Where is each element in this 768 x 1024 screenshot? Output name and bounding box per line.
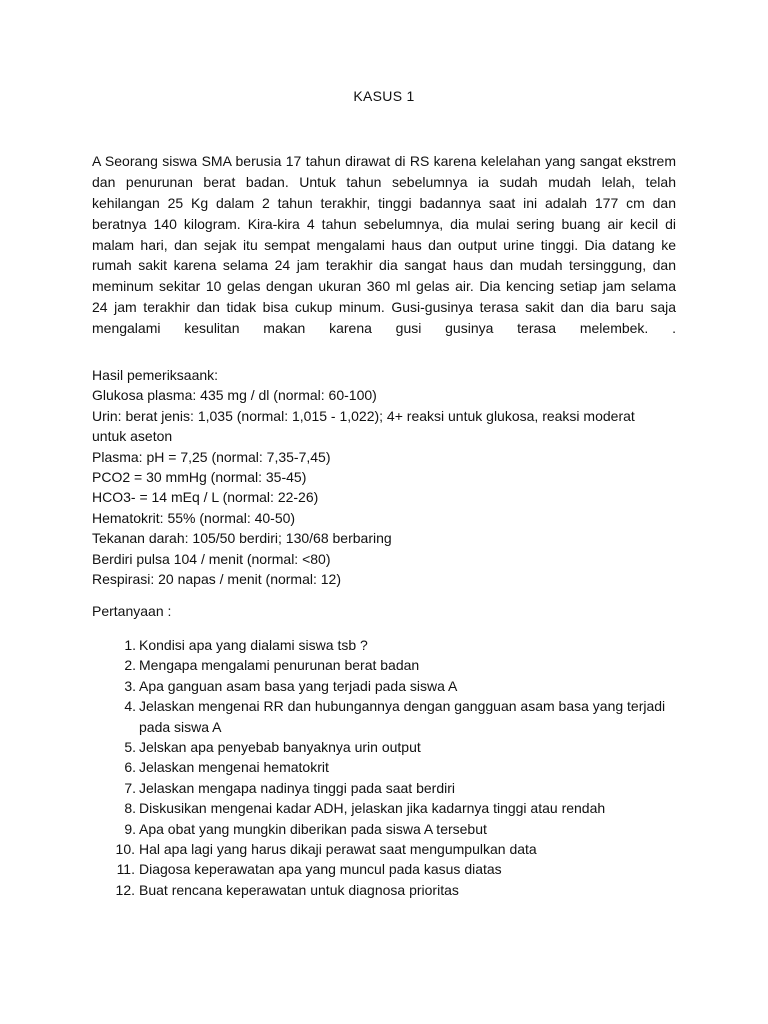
question-number: 10.: [115, 841, 135, 858]
paragraph-line: dan penurunan berat badan. Untuk tahun sebelumnya ia sudah mudah lelah, telah: [92, 173, 676, 190]
question-text: Jelaskan mengenai RR dan hubungannya dengan gangguan asam basa yang terjadi: [139, 698, 666, 715]
paragraph-line: kehilangan 25 Kg dalam 2 tahun terakhir, tinggi badannya saat ini adalah 177 cm dan: [92, 194, 676, 211]
question-item: [110, 880, 676, 900]
question-text: Apa obat yang mungkin diberikan pada siswa A tersebut: [139, 820, 487, 837]
question-item: [110, 757, 676, 777]
question-text: Diskusikan mengenai kadar ADH, jelaskan jika kadarnya tinggi atau rendah: [139, 800, 606, 817]
question-text: Hal apa lagi yang harus dikaji perawat saat mengumpulkan data: [139, 841, 537, 858]
question-number: 5.: [124, 739, 136, 756]
result-line: Glukosa plasma: 435 mg / dl (normal: 60-100): [92, 387, 377, 404]
paragraph-line: rumah sakit karena selama 24 jam terakhir dia sangat haus dan mudah tersinggung, dan: [92, 257, 676, 274]
question-text: Diagosa keperawatan apa yang muncul pada kasus diatas: [139, 861, 502, 878]
results-list: [92, 385, 676, 589]
question-text: Buat rencana keperawatan untuk diagnosa prioritas: [139, 881, 459, 898]
question-text: Jelskan apa penyebab banyaknya urin output: [139, 739, 421, 756]
result-line: HCO3- = 14 mEq / L (normal: 22-26): [92, 489, 319, 506]
question-text: Apa ganguan asam basa yang terjadi pada siswa A: [139, 677, 458, 694]
question-text: Mengapa mengalami penurunan berat badan: [139, 657, 420, 674]
question-number: 4.: [124, 698, 136, 715]
question-item: [110, 859, 676, 879]
question-item: [110, 655, 676, 675]
result-line: Hematokrit: 55% (normal: 40-50): [92, 509, 296, 526]
case-paragraph: [92, 151, 676, 339]
question-item: [110, 819, 676, 839]
paragraph-line: meminum sekitar 10 gelas dengan ukuran 360 ml gelas air. Dia kencing setiap jam selama: [92, 278, 676, 295]
question-text: Jelaskan mengapa nadinya tinggi pada saat berdiri: [139, 779, 455, 796]
page-title: KASUS 1: [353, 88, 415, 104]
question-number: 9.: [124, 820, 136, 837]
exam-results: [92, 365, 676, 589]
result-line: Plasma: pH = 7,25 (normal: 7,35-7,45): [92, 448, 331, 465]
question-number: 3.: [124, 677, 136, 694]
question-number: 12.: [115, 881, 135, 898]
result-line: Berdiri pulsa 104 / menit (normal: <80): [92, 550, 331, 567]
result-line: Urin: berat jenis: 1,035 (normal: 1,015 - 1,022); 4+ reaksi untuk glukosa, reaksi moderat: [92, 407, 635, 424]
question-item: [110, 696, 676, 737]
paragraph-line: beratnya 140 kilogram. Kira-kira 4 tahun sebelumnya, dia mulai sering buang air kecil di: [92, 215, 676, 232]
question-item: [110, 676, 676, 696]
result-line: Tekanan darah: 105/50 berdiri; 130/68 berbaring: [92, 530, 392, 547]
question-number: 6.: [124, 759, 136, 776]
question-item: [110, 778, 676, 798]
result-line: PCO2 = 30 mmHg (normal: 35-45): [92, 469, 307, 486]
question-text: Jelaskan mengenai hematokrit: [139, 759, 329, 776]
question-text: pada siswa A: [139, 718, 222, 735]
question-item: [110, 635, 676, 655]
paragraph-line: malam hari, dan sejak itu sempat mengalami haus dan output urine tinggi. Dia datang ke: [92, 236, 676, 253]
results-heading: Hasil pemeriksaank:: [92, 367, 219, 383]
question-number: 8.: [124, 800, 136, 817]
question-number: 11.: [116, 861, 135, 878]
question-item: [110, 839, 676, 859]
questions-list: [110, 635, 676, 900]
paragraph-line: A Seorang siswa SMA berusia 17 tahun dirawat di RS karena kelelahan yang sangat ekstrem: [92, 153, 676, 169]
result-line: untuk aseton: [92, 428, 173, 445]
paragraph-line: mengalami kesulitan makan karena gusi gusinya terasa melembek. .: [92, 320, 676, 337]
question-text: Kondisi apa yang dialami siswa tsb ?: [139, 637, 368, 653]
result-line: Respirasi: 20 napas / menit (normal: 12): [92, 571, 341, 588]
question-number: 1.: [124, 637, 136, 653]
questions-heading: Pertanyaan :: [92, 603, 172, 619]
question-item: [110, 737, 676, 757]
paragraph-line: 24 jam terakhir dan tidak bisa cukup minum. Gusi-gusinya terasa sakit dan dia baru saja: [92, 299, 676, 316]
question-item: [110, 798, 676, 818]
question-number: 7.: [124, 779, 136, 796]
question-number: 2.: [124, 657, 136, 674]
